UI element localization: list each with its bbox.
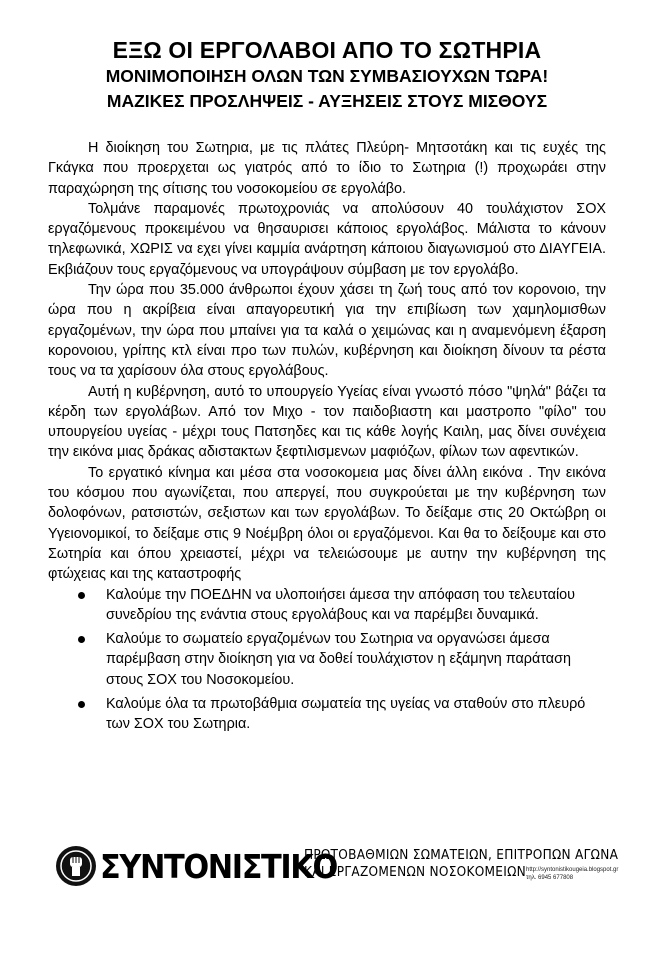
brand-name: ΣΥΝΤΟΝΙΣΤΙΚΟ xyxy=(100,846,337,886)
main-title: ΕΞΩ ΟΙ ΕΡΓΟΛΑΒΟΙ ΑΠΟ ΤΟ ΣΩΤΗΡΙΑ xyxy=(112,37,542,63)
bullet-icon xyxy=(78,592,85,599)
list-item-text: Καλούμε όλα τα πρωτοβάθμια σωματεία της υγείας να σταθούν στο πλευρό των ΣΟΧ του Σωτηρια. xyxy=(106,696,586,733)
list-item xyxy=(48,585,606,626)
tagline-line: ΚΑΙ ΕΡΓΑΖΟΜΕΝΩΝ ΝΟΣΟΚΟΜΕΙΩΝ xyxy=(304,864,527,880)
list-item-text: Καλούμε το σωματείο εργαζομένων του Σωτηρια να οργανώσει άμεσα παρέμβαση στην διοίκηση για να δοθεί τουλάχιστον η εξάμηνη παράταση στους ΣΟΧ του Νοσοκομείου. xyxy=(106,631,572,688)
bullet-icon xyxy=(78,701,85,708)
list-item xyxy=(48,694,606,735)
body-text xyxy=(48,138,606,735)
paragraph: Το εργατικό κίνημα και μέσα στα νοσοκομεια μας δίνει άλλη εικόνα . Την εικόνα του κόσμου που αγωνίζεται, που απεργεί, που συγκρούεται με την κυβέρνηση των δολοφόνων, ρατσιστών, σεξιστων και των εργολάβων. Το δείξαμε στις 20 Οκτώβρη οι Υγειονομικοί, το δείξαμε στις 9 Νοέμβρη όλοι οι εργαζόμενοι. Και θα το δείξουμε και στο Σωτηρία και όπου χρειαστεί, μέχρι να τελειώσουμε με αυτην την κυβέρνηση της φτώχειας και της καταστροφής xyxy=(48,464,606,583)
paragraph: Η διοίκηση του Σωτηρια, με τις πλάτες Πλεύρη- Μητσοτάκη και τις ευχές της Γκάγκα που προερχεται ως γιατρός από το ίδιο το Σωτηρια (!) προχωράει στην παραχώρηση της σίτισης του νοσοκομείου σε εργολάβο. xyxy=(48,140,606,197)
bullet-icon xyxy=(78,636,85,643)
phone-number: τηλ. 6945 677808 xyxy=(526,875,574,881)
demands-list xyxy=(48,585,606,735)
paragraph: Τολμάνε παραμονές πρωτοχρονιάς να απολύσουν 40 τουλάχιστον ΣΟΧ εργαζόμενους προκειμένου να θησαυρισει κάποιος εργολάβος. Μάλιστα το κάνουν τηλεφωνικά, ΧΩΡΙΣ να εχει γίνει καμμία ανάρτηση κάποιου διαγωνισμού στο ΔΙΑΥΓΕΙΑ. Εκβιάζουν τους εργαζόμενους να υπογράψουν σύμβαση με τον εργολάβο. xyxy=(48,200,606,278)
subtitle-permanent-hiring: ΜΟΝΙΜΟΠΟΙΗΣΗ ΟΛΩΝ ΤΩΝ ΣΥΜΒΑΣΙΟΥΧΩΝ ΤΩΡΑ! xyxy=(105,66,549,86)
tagline-line: ΠΡΩΤΟΒΑΘΜΙΩΝ ΣΩΜΑΤΕΙΩΝ, ΕΠΙΤΡΟΠΩΝ ΑΓΩΝΑ xyxy=(304,847,619,863)
headline-block xyxy=(48,36,606,114)
contact-info xyxy=(526,866,618,882)
paragraph: Αυτή η κυβέρνηση, αυτό το υπουργείο Υγείας είναι γνωστό πόσο "ψηλά" βάζει τα κέρδη των εργολάβων. Από τον Μιχο - τον παιδοβιαστη και μαστροπο "φίλο" του υπουργείου υγείας - μέχρι τους Πατσηδες και τις κάθε λογής Καιλη, μας δίνει συνέχεια την εικόνα μιας δράκας αδιστακτων ξεφτιλισμενων μαφιόζων, φίλων των αφεντικών. xyxy=(48,383,606,461)
paragraph: Την ώρα που 35.000 άνθρωποι έχουν χάσει τη ζωή τους από τον κορονοιο, την ώρα που η ακρίβεια είναι απαγορευτική για την επιβίωση των χαμηλομισθων εργαζομένων, την ώρα που μπαίνει για τα καλά ο χειμώνας και η αναμενόμενη έξαρση κορονοιου, γρίπης κτλ είναι προ των πυλών, κυβέρνηση και διοίκηση δίνουν τα ρέστα τους να τα χαρίσουν όλα στους εργολάβους. xyxy=(48,282,606,380)
footer-logo-block xyxy=(56,842,619,890)
blog-url: http://syntonistikougeia.blogspot.gr xyxy=(526,867,619,873)
list-item-text: Καλούμε την ΠΟΕΔΗΝ να υλοποιήσει άμεσα την απόφαση του τελευταίου συνεδρίου της ενάντια στους εργολάβους και να παρέμβει δυναμικά. xyxy=(106,586,576,623)
subtitle-mass-hiring: ΜΑΖΙΚΕΣ ΠΡΟΣΛΗΨΕΙΣ - ΑΥΞΗΣΕΙΣ ΣΤΟΥΣ ΜΙΣΘΟΥΣ xyxy=(106,91,548,111)
list-item xyxy=(48,629,606,690)
fist-logo-icon xyxy=(56,846,96,886)
